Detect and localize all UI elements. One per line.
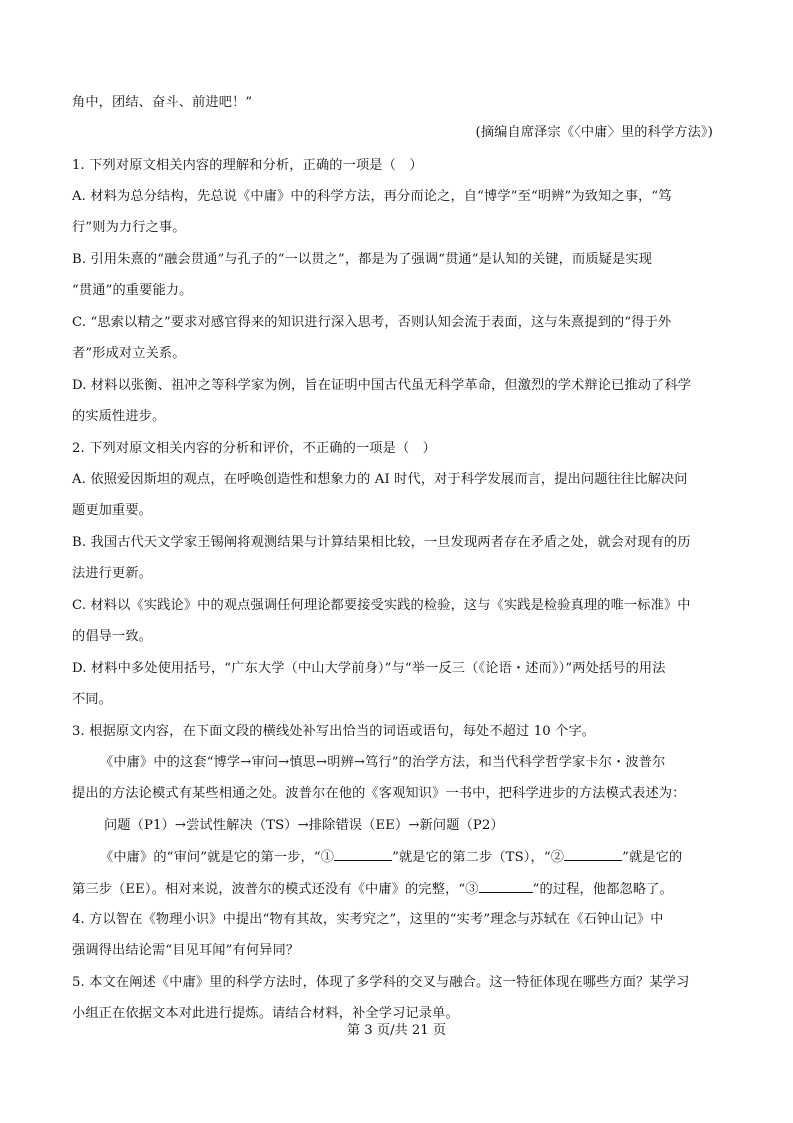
question-2-option-b: B. 我国古代天文学家王锡阐将观测结果与计算结果相比较，一旦发现两者存在矛盾之处，就会对现有的历 <box>72 535 691 550</box>
page-footer: 第 3 页/共 21 页 <box>346 1023 447 1038</box>
question-1-stem: 1. 下列对原文相关内容的理解和分析，正确的一项是（ ） <box>72 158 423 173</box>
question-2-option-d-cont: 不同。 <box>72 692 113 707</box>
source-citation: (摘编自席泽宗《〈中庸〉里的科学方法》) <box>475 125 713 140</box>
question-5-line-2: 小组正在依据文本对此进行提炼。请结合材料，补全学习记录单。 <box>72 1006 459 1021</box>
question-4-line-2: 强调得出结论需“目见耳闻”有何异同？ <box>72 943 300 958</box>
passage-ending: 角中，团结、奋斗、前进吧！” <box>72 95 253 110</box>
question-2-option-d: D. 材料中多处使用括号，“广东大学（中山大学前身）”与“举一反三（《论语・述而》）”两处括号的用法 <box>72 661 666 676</box>
question-5-line-1: 5. 本文在阐述《中庸》里的科学方法时，体现了多学科的交叉与融合。这一特征体现在哪些方面？某学习 <box>72 975 690 990</box>
question-2-option-c-cont: 的倡导一致。 <box>72 629 153 644</box>
question-2-option-a-cont: 题更加重要。 <box>72 503 153 518</box>
passage-4-text-a: 第三步（EE）。相对来说，波普尔的模式还没有《中庸》的完整，“③ <box>72 882 479 897</box>
question-2-option-c: C. 材料以《实践论》中的观点强调任何理论都要接受实践的检验，这与《实践是检验真理的唯一标准》中 <box>72 598 691 613</box>
passage-4-text-b: ”的过程，他都忽略了。 <box>532 882 673 897</box>
passage-3-text-c: ”就是它的 <box>622 850 683 865</box>
question-1-option-d-cont: 的实质性进步。 <box>72 409 166 424</box>
question-1-option-b-cont: “贯通”的重要能力。 <box>72 283 193 298</box>
question-2-option-a: A. 依照爱因斯坦的观点，在呼唤创造性和想象力的 AI 时代，对于科学发展而言，提出问题往往比解决问 <box>72 472 688 487</box>
question-1-option-d: D. 材料以张衡、祖冲之等科学家为例，旨在证明中国古代虽无科学革命，但激烈的学术辩论已推动了科学 <box>72 378 692 393</box>
passage-3-text-b: ”就是它的第二步（TS），“② <box>392 850 565 865</box>
question-2-option-b-cont: 法进行更新。 <box>72 566 153 581</box>
question-3-stem: 3. 根据原文内容，在下面文段的横线处补写出恰当的词语或语句，每处不超过 10 个字。 <box>72 724 596 739</box>
question-1-option-c: C. “思索以精之”要求对感官得来的知识进行深入思考，否则认知会流于表面，这与朱熹提到的“得于外 <box>72 315 672 330</box>
question-1-option-a: A. 材料为总分结构，先总说《中庸》中的科学方法，再分而论之，自“博学”至“明辨”为致知之事，“笃 <box>72 189 672 204</box>
question-3-formula: 问题（P1）→尝试性解决（TS）→排除错误（EE）→新问题（P2） <box>104 818 504 833</box>
blank-3[interactable] <box>479 880 533 893</box>
question-3-passage-2: 提出的方法论模式有某些相通之处。波普尔在他的《客观知识》一书中，把科学进步的方法模式表述为： <box>72 786 686 801</box>
blank-2[interactable] <box>564 848 622 861</box>
passage-3-text-a: 《中庸》的“审问”就是它的第一步，“① <box>100 850 335 865</box>
question-3-passage-1: 《中庸》中的这套“博学→审问→慎思→明辨→笃行”的治学方法，和当代科学哲学家卡尔・波普尔 <box>100 755 666 770</box>
question-3-passage-3 <box>100 848 750 867</box>
blank-1[interactable] <box>334 848 392 861</box>
question-3-passage-4 <box>72 880 722 899</box>
question-2-stem: 2. 下列对原文相关内容的分析和评价，不正确的一项是（ ） <box>72 441 436 456</box>
question-1-option-c-cont: 者”形成对立关系。 <box>72 346 186 361</box>
question-1-option-a-cont: 行”则为力行之事。 <box>72 220 186 235</box>
question-1-option-b: B. 引用朱熹的“融会贯通”与孔子的“一以贯之”，都是为了强调“贯通”是认知的关键，而质疑是实现 <box>72 252 653 267</box>
question-4-line-1: 4. 方以智在《物理小识》中提出“物有其故，实考究之”，这里的“实考”理念与苏轼在《石钟山记》中 <box>72 912 664 927</box>
